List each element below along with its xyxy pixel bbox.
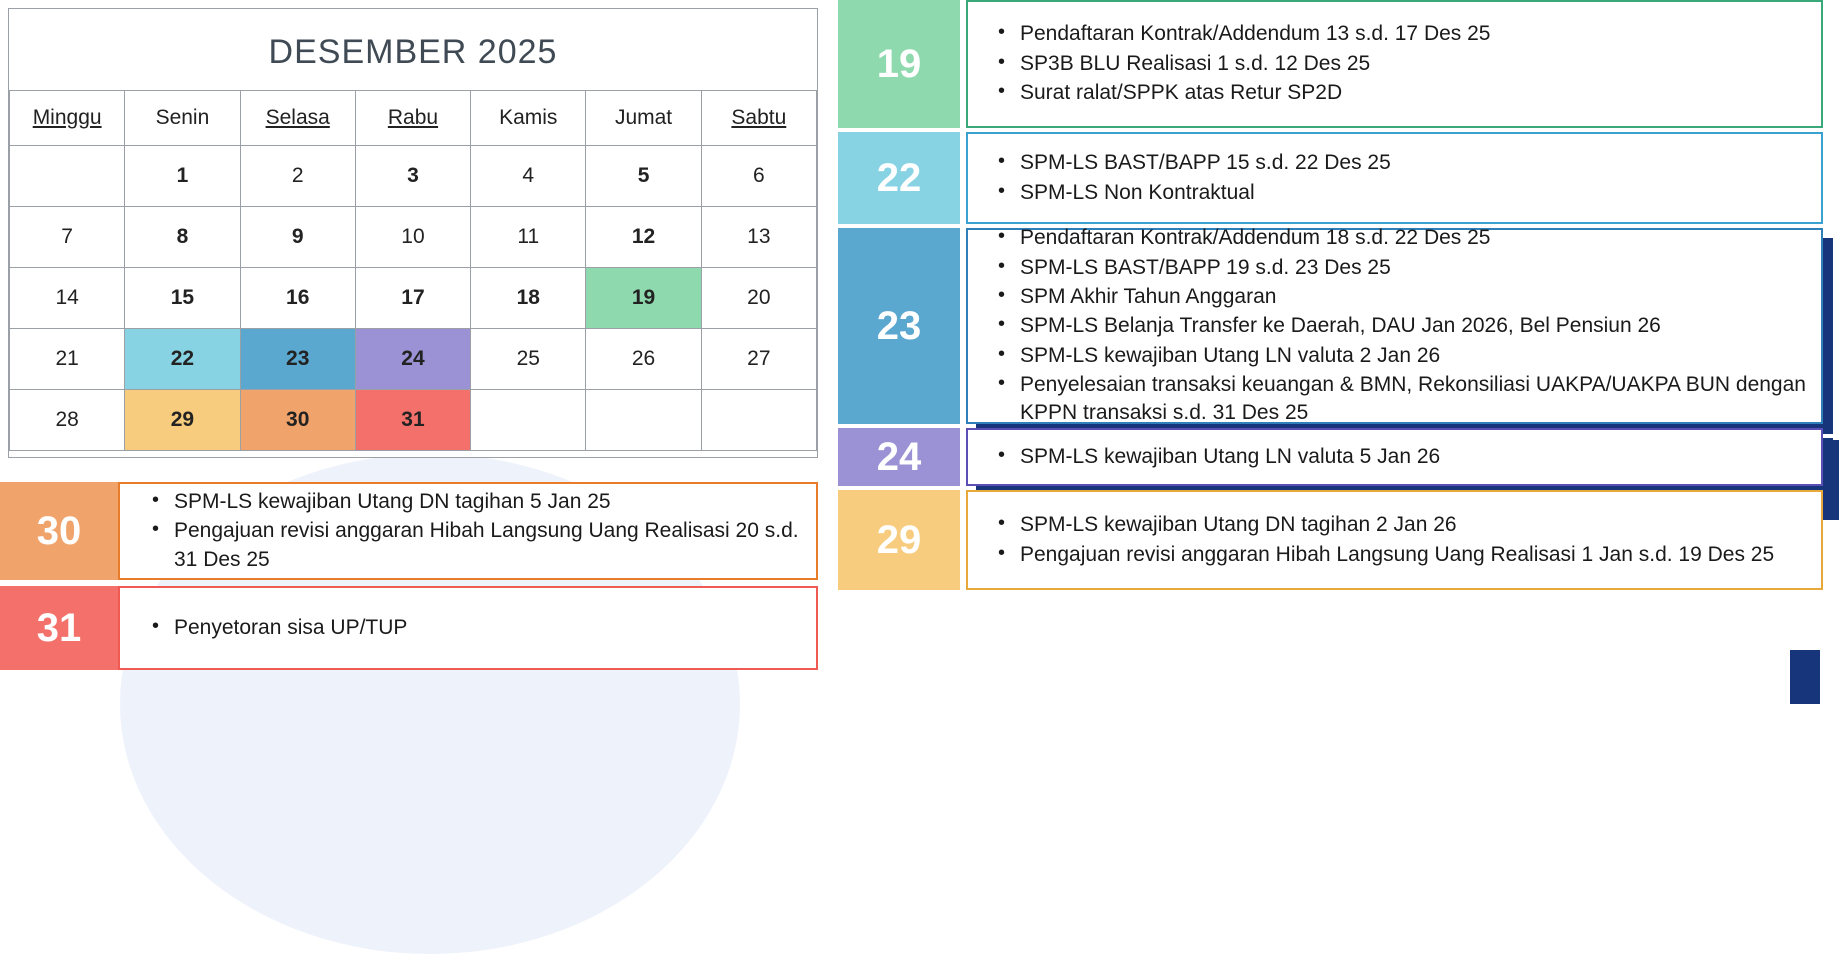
calendar-header-cell: Senin	[125, 91, 240, 146]
calendar-day-cell: 4	[471, 146, 586, 207]
note-bullet: • Pendaftaran Kontrak/Addendum 13 s.d. 17 Des 25	[998, 20, 1490, 48]
calendar-header-cell: Rabu	[355, 91, 470, 146]
calendar-day-cell: 23	[240, 329, 355, 390]
note-bullet: • Pendaftaran Kontrak/Addendum 18 s.d. 22 Des 25	[998, 224, 1811, 252]
day-entry-22	[838, 132, 1823, 224]
calendar-header-cell: Minggu	[10, 91, 125, 146]
note-bullet: • SPM Akhir Tahun Anggaran	[998, 283, 1811, 311]
calendar-day-cell	[586, 390, 701, 451]
note-bullet: • Penyelesaian transaksi keuangan & BMN, Rekonsiliasi UAKPA/UAKPA BUN dengan KPPN transaksi s.d. 31 Des 25	[998, 371, 1811, 428]
note-bullet: • SPM-LS BAST/BAPP 15 s.d. 22 Des 25	[998, 149, 1391, 177]
calendar-day-cell	[471, 390, 586, 451]
calendar-day-cell: 18	[471, 268, 586, 329]
calendar-day-cell: 9	[240, 207, 355, 268]
day-entry-24	[838, 428, 1823, 486]
calendar-day-cell	[701, 390, 816, 451]
day-chip-29: 29	[838, 490, 960, 590]
background-block-right-lower	[1790, 650, 1820, 704]
note-bullet: • Penyetoran sisa UP/TUP	[152, 614, 407, 642]
calendar-day-cell: 12	[586, 207, 701, 268]
day-note-29	[966, 490, 1823, 590]
calendar-week-row	[10, 390, 817, 451]
calendar-header-cell: Selasa	[240, 91, 355, 146]
day-chip-24: 24	[838, 428, 960, 486]
day-note-30	[118, 482, 818, 580]
calendar-day-cell: 24	[355, 329, 470, 390]
calendar-day-cell: 15	[125, 268, 240, 329]
calendar-day-cell: 26	[586, 329, 701, 390]
day-note-22	[966, 132, 1823, 224]
note-bullet: • SP3B BLU Realisasi 1 s.d. 12 Des 25	[998, 50, 1490, 78]
calendar-day-cell: 19	[586, 268, 701, 329]
day-chip-19: 19	[838, 0, 960, 128]
calendar-day-cell: 20	[701, 268, 816, 329]
calendar-day-cell: 10	[355, 207, 470, 268]
note-bullet: • SPM-LS kewajiban Utang LN valuta 2 Jan 26	[998, 342, 1811, 370]
calendar-day-cell: 1	[125, 146, 240, 207]
note-bullet: • Pengajuan revisi anggaran Hibah Langsung Uang Realisasi 1 Jan s.d. 19 Des 25	[998, 541, 1774, 569]
calendar-panel	[8, 8, 818, 458]
day-note-31	[118, 586, 818, 670]
calendar-week-row	[10, 268, 817, 329]
schedule-right-column	[838, 0, 1823, 594]
calendar-header-cell: Kamis	[471, 91, 586, 146]
calendar-day-cell: 8	[125, 207, 240, 268]
day-chip-31: 31	[0, 586, 118, 670]
calendar-day-cell: 5	[586, 146, 701, 207]
calendar-day-cell: 27	[701, 329, 816, 390]
note-bullet: • Surat ralat/SPPK atas Retur SP2D	[998, 79, 1490, 107]
calendar-day-cell: 31	[355, 390, 470, 451]
calendar-table	[9, 90, 817, 451]
calendar-day-cell: 25	[471, 329, 586, 390]
day-entry-29	[838, 490, 1823, 590]
calendar-week-row	[10, 146, 817, 207]
note-bullet: • SPM-LS Belanja Transfer ke Daerah, DAU Jan 2026, Bel Pensiun 26	[998, 312, 1811, 340]
calendar-day-cell: 2	[240, 146, 355, 207]
calendar-title: DESEMBER 2025	[268, 33, 558, 71]
calendar-day-cell: 29	[125, 390, 240, 451]
day-entry-23	[838, 228, 1823, 424]
calendar-day-cell: 28	[10, 390, 125, 451]
calendar-header-cell: Jumat	[586, 91, 701, 146]
note-bullet: • Pengajuan revisi anggaran Hibah Langsung Uang Realisasi 20 s.d. 31 Des 25	[152, 517, 804, 574]
day-chip-30: 30	[0, 482, 118, 580]
calendar-week-row	[10, 329, 817, 390]
note-bullet: • SPM-LS kewajiban Utang LN valuta 5 Jan 26	[998, 443, 1440, 471]
note-bullet: • SPM-LS kewajiban Utang DN tagihan 5 Jan 25	[152, 488, 804, 516]
calendar-day-cell: 7	[10, 207, 125, 268]
calendar-day-cell: 11	[471, 207, 586, 268]
calendar-day-cell: 21	[10, 329, 125, 390]
calendar-day-cell: 14	[10, 268, 125, 329]
note-bullet: • SPM-LS kewajiban Utang DN tagihan 2 Jan 26	[998, 511, 1774, 539]
note-bullet: • SPM-LS Non Kontraktual	[998, 179, 1391, 207]
day-chip-23: 23	[838, 228, 960, 424]
calendar-header-row	[10, 91, 817, 146]
calendar-day-cell: 13	[701, 207, 816, 268]
calendar-day-cell: 3	[355, 146, 470, 207]
calendar-day-cell	[10, 146, 125, 207]
note-bullet: • SPM-LS BAST/BAPP 19 s.d. 23 Des 25	[998, 254, 1811, 282]
day-chip-22: 22	[838, 132, 960, 224]
day-entry-30	[0, 482, 818, 580]
day-note-19	[966, 0, 1823, 128]
calendar-day-cell: 22	[125, 329, 240, 390]
calendar-week-row	[10, 207, 817, 268]
day-entry-31	[0, 586, 818, 670]
calendar-day-cell: 17	[355, 268, 470, 329]
calendar-day-cell: 30	[240, 390, 355, 451]
calendar-day-cell: 16	[240, 268, 355, 329]
day-note-24	[966, 428, 1823, 486]
day-entry-19	[838, 0, 1823, 128]
day-note-23	[966, 228, 1823, 424]
calendar-header-cell: Sabtu	[701, 91, 816, 146]
calendar-day-cell: 6	[701, 146, 816, 207]
